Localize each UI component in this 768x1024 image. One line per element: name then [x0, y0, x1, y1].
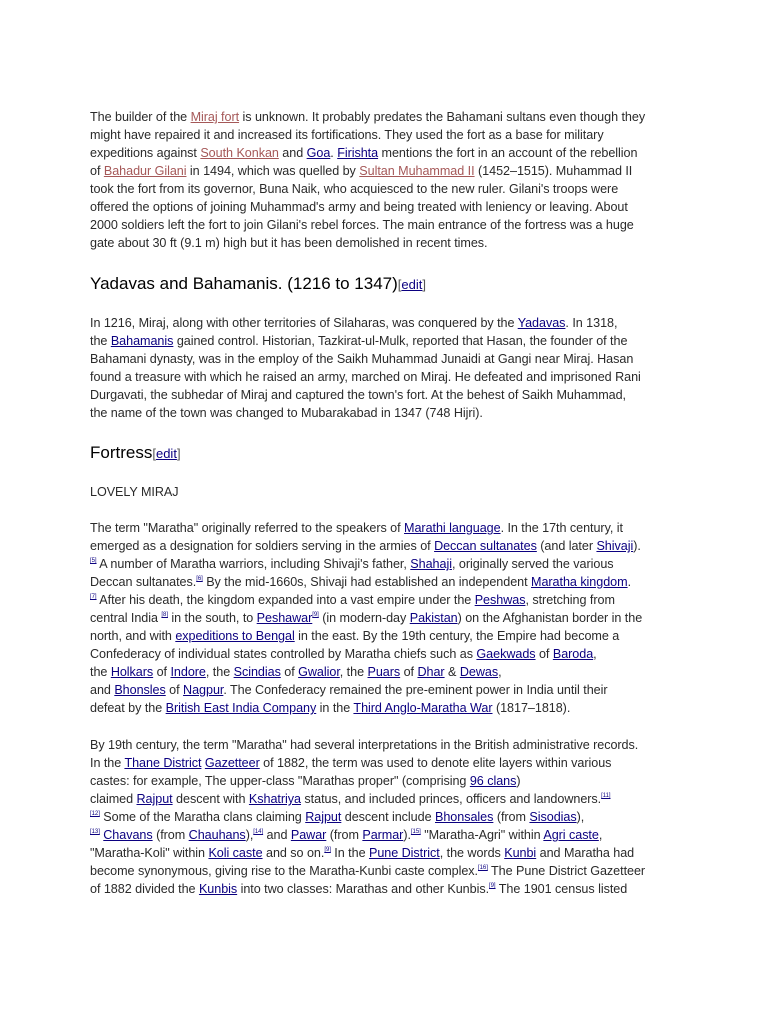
kshatriya-link[interactable]: Kshatriya: [248, 792, 301, 806]
text: , the: [339, 665, 368, 679]
dhar-link[interactable]: Dhar: [417, 665, 445, 679]
edit-section: [152, 446, 180, 461]
text-line: [90, 162, 680, 180]
thane-district-link[interactable]: Thane District: [124, 756, 202, 770]
text: castes: for example, The upper-class "Marathas proper" (comprising: [90, 774, 470, 788]
text: Deccan sultanates.: [90, 575, 197, 589]
citation-link[interactable]: [5]: [90, 558, 97, 564]
maratha-paragraph: [90, 519, 680, 717]
text: descent with: [172, 792, 249, 806]
bracket: [: [152, 446, 156, 461]
text: &: [444, 665, 460, 679]
text-line: took the fort from its governor, Buna Naik, who acquiesced to the new ruler. Gilani's troops were: [90, 182, 619, 196]
text-line: [90, 699, 680, 717]
text: , originally served the various: [451, 557, 614, 571]
text-line: [90, 314, 680, 332]
yadavas-paragraph: [90, 314, 680, 422]
peshawar-link[interactable]: Peshawar: [256, 611, 313, 625]
citation-link[interactable]: [15]: [410, 829, 421, 835]
text-line: the name of the town was changed to Mubarakabad in 1347 (748 Hijri).: [90, 406, 483, 420]
citation-link[interactable]: [7]: [90, 594, 97, 600]
text: ,: [598, 828, 603, 842]
citation-link[interactable]: [14]: [253, 829, 264, 835]
citation-link[interactable]: [11]: [601, 793, 611, 799]
text: in the south, to: [167, 611, 257, 625]
text-line: [90, 772, 680, 790]
miraj-fort-paragraph: [90, 108, 680, 252]
dewas-link[interactable]: Dewas: [459, 665, 499, 679]
text: .: [330, 146, 338, 160]
text: , stretching from: [525, 593, 615, 607]
south-konkan-link[interactable]: South Konkan: [200, 146, 279, 160]
text: of: [153, 665, 171, 679]
text-line: Durgavati, the subhedar of Miraj and captured the town's fort. At the behest of Saikh Muhammad,: [90, 388, 626, 402]
text: and: [278, 146, 307, 160]
text-line: Bahamani dynasty, was in the employ of the Saikh Muhammad Junaidi at Gangi near Miraj. Hasan: [90, 352, 634, 366]
text: ,: [593, 647, 597, 661]
text: The builder of the: [90, 110, 191, 124]
text-line: [90, 862, 680, 880]
marathi-language-link[interactable]: Marathi language: [404, 521, 501, 535]
text: (and later: [536, 539, 597, 553]
text: ,: [498, 665, 502, 679]
text-line: LOVELY MIRAJ: [90, 485, 179, 499]
text: (1452–1515). Muhammad II: [474, 164, 633, 178]
text: and Maratha had: [536, 846, 635, 860]
rajput-link[interactable]: Rajput: [305, 810, 342, 824]
heading-title: Yadavas and Bahamanis. (1216 to 1347): [90, 274, 398, 293]
citation-link[interactable]: [9]: [312, 612, 319, 618]
bahamanis-link[interactable]: Bahamanis: [110, 334, 174, 348]
chavans-link[interactable]: Chavans: [103, 828, 153, 842]
scindias-link[interactable]: Scindias: [233, 665, 281, 679]
sultan-muhammad-link[interactable]: Sultan Muhammad II: [359, 164, 475, 178]
text-line: [90, 537, 680, 555]
text-line: [90, 144, 680, 162]
text: The term "Maratha" originally referred to the speakers of: [90, 521, 405, 535]
text: (from: [152, 828, 189, 842]
bhonsales-link[interactable]: Bhonsales: [435, 810, 494, 824]
text: (1817–1818).: [492, 701, 571, 715]
text-line: found a treasure with which he raised an army, marched on Miraj. He defeated and imprisoned Rani: [90, 370, 641, 384]
text-line: [90, 108, 680, 126]
text-line: offered the options of joining Muhammad's army and being treated with leniency or leaving. About: [90, 200, 628, 214]
sisodias-link[interactable]: Sisodias: [529, 810, 577, 824]
shahaji-link[interactable]: Shahaji: [410, 557, 452, 571]
parmar-link[interactable]: Parmar: [362, 828, 404, 842]
bahadur-gilani-link[interactable]: Bahadur Gilani: [103, 164, 187, 178]
text: mentions the fort in an account of the rebellion: [378, 146, 638, 160]
section-heading-fortress: [90, 443, 181, 463]
text: In 1216, Miraj, along with other territories of Silaharas, was conquered by the: [90, 316, 518, 330]
text-line: [90, 844, 680, 862]
text: north, and with: [90, 629, 176, 643]
citation-link[interactable]: [13]: [90, 829, 100, 835]
text-line: [90, 681, 680, 699]
pakistan-link[interactable]: Pakistan: [409, 611, 458, 625]
goa-link[interactable]: Goa: [306, 146, 331, 160]
text-line: [90, 627, 680, 645]
96-clans-link[interactable]: 96 clans: [469, 774, 517, 788]
text: ),: [245, 828, 254, 842]
text: of: [400, 665, 418, 679]
text: of: [165, 683, 184, 697]
lovely-miraj-text: [90, 483, 680, 501]
text: , the words: [439, 846, 505, 860]
text: .: [627, 575, 632, 589]
edit-link[interactable]: edit: [401, 277, 423, 292]
bracket: [: [397, 277, 402, 292]
koli-caste-link[interactable]: Koli caste: [208, 846, 263, 860]
text-line: By 19th century, the term "Maratha" had several interpretations in the British administrative records.: [90, 738, 639, 752]
text-line: [90, 826, 680, 844]
bhonsles-link[interactable]: Bhonsles: [114, 683, 166, 697]
citation-link[interactable]: [9]: [489, 883, 496, 889]
text: The 1901 census listed: [495, 882, 628, 896]
text: In the: [90, 756, 125, 770]
holkars-link[interactable]: Holkars: [110, 665, 154, 679]
text: A number of Maratha warriors, including Shivaji's father,: [96, 557, 411, 571]
kunbi-link[interactable]: Kunbi: [504, 846, 537, 860]
text: into two classes: Marathas and other Kunbis.: [237, 882, 490, 896]
miraj-fort-link[interactable]: Miraj fort: [190, 110, 240, 124]
text: central India: [90, 611, 162, 625]
text-line: [90, 609, 680, 627]
text: of: [90, 164, 104, 178]
text-line: gate about 30 ft (9.1 m) high but it has been demolished in recent times.: [90, 236, 488, 250]
text: ).: [403, 828, 411, 842]
pune-district-link[interactable]: Pune District: [368, 846, 440, 860]
text-line: [90, 645, 680, 663]
heading-title: Fortress: [90, 443, 153, 462]
gwalior-link[interactable]: Gwalior: [298, 665, 340, 679]
text-line: [90, 332, 680, 350]
text: (in modern-day: [318, 611, 410, 625]
expeditions-to-bengal-link[interactable]: expeditions to Bengal: [175, 629, 295, 643]
british-east-india-company-link[interactable]: British East India Company: [165, 701, 317, 715]
text: "Maratha-Koli" within: [90, 846, 209, 860]
maratha-term-paragraph: [90, 736, 680, 898]
text: Some of the Maratha clans claiming: [99, 810, 306, 824]
text-line: [90, 555, 680, 573]
deccan-sultanates-link[interactable]: Deccan sultanates: [434, 539, 537, 553]
text-line: [90, 790, 680, 808]
text: in the east. By the 19th century, the Empire had become a: [294, 629, 620, 643]
text: ) on the Afghanistan border in the: [457, 611, 643, 625]
text: claimed: [90, 792, 137, 806]
text: , the: [205, 665, 234, 679]
text: ),: [576, 810, 585, 824]
firishta-link[interactable]: Firishta: [337, 146, 379, 160]
citation-link[interactable]: [9]: [324, 847, 331, 853]
text: By the mid-1660s, Shivaji had established an independent: [202, 575, 532, 589]
text: in 1494, which was quelled by: [186, 164, 360, 178]
nagpur-link[interactable]: Nagpur: [183, 683, 224, 697]
text: and: [263, 828, 291, 842]
citation-link[interactable]: [6]: [196, 576, 203, 582]
text: (from: [326, 828, 363, 842]
third-anglo-maratha-war-link[interactable]: Third Anglo-Maratha War: [353, 701, 493, 715]
yadavas-link[interactable]: Yadavas: [517, 316, 566, 330]
text: is unknown. It probably predates the Bahamani sultans even though they: [239, 110, 646, 124]
text-line: [90, 808, 680, 826]
puars-link[interactable]: Puars: [367, 665, 401, 679]
text-line: [90, 880, 680, 898]
section-heading-yadavas: [90, 274, 426, 294]
text: of 1882 divided the: [90, 882, 199, 896]
pawar-link[interactable]: Pawar: [290, 828, 327, 842]
text: of: [280, 665, 299, 679]
text-line: [90, 519, 680, 537]
edit-link[interactable]: edit: [155, 446, 177, 461]
text: . In 1318,: [565, 316, 618, 330]
text: gained control. Historian, Tazkirat-ul-Mulk, reported that Hasan, the founder of the: [173, 334, 628, 348]
text: (from: [493, 810, 530, 824]
text: of 1882, the term was used to denote elite layers within various: [259, 756, 612, 770]
text-line: [90, 663, 680, 681]
gazetteer-link[interactable]: Gazetteer: [204, 756, 260, 770]
indore-link[interactable]: Indore: [170, 665, 206, 679]
text: expeditions against: [90, 146, 201, 160]
text-line: might have repaired it and increased its fortifications. They used the fort as a base for military: [90, 128, 604, 142]
text: become synonymous, giving rise to the Maratha-Kunbi caste complex.: [90, 864, 478, 878]
shivaji-link[interactable]: Shivaji: [596, 539, 634, 553]
text: . In the 17th century, it: [500, 521, 623, 535]
text-line: 2000 soldiers left the fort to join Gilani's rebel forces. The main entrance of the fortress was a huge: [90, 218, 634, 232]
text: ): [516, 774, 521, 788]
text: emerged as a designation for soldiers serving in the armies of: [90, 539, 435, 553]
kunbis-link[interactable]: Kunbis: [198, 882, 238, 896]
text: After his death, the kingdom expanded into a vast empire under the: [96, 593, 475, 607]
gaekwads-link[interactable]: Gaekwads: [476, 647, 536, 661]
citation-link[interactable]: [12]: [90, 811, 100, 817]
text: . The Confederacy remained the pre-eminent power in India until their: [223, 683, 608, 697]
agri-caste-link[interactable]: Agri caste: [543, 828, 599, 842]
peshwas-link[interactable]: Peshwas: [474, 593, 526, 607]
edit-section: [398, 277, 426, 292]
text: defeat by the: [90, 701, 166, 715]
rajput-link[interactable]: Rajput: [136, 792, 173, 806]
text: status, and included princes, officers and landowners.: [300, 792, 602, 806]
text-line: [90, 573, 680, 591]
text: in the: [316, 701, 354, 715]
text: Confederacy of individual states controlled by Maratha chiefs such as: [90, 647, 477, 661]
maratha-kingdom-link[interactable]: Maratha kingdom: [531, 575, 628, 589]
text: ).: [633, 539, 641, 553]
bracket: ]: [176, 446, 181, 461]
text: the: [90, 334, 111, 348]
text: The Pune District Gazetteer: [487, 864, 646, 878]
chauhans-link[interactable]: Chauhans: [188, 828, 246, 842]
text: the: [90, 665, 111, 679]
text: and: [90, 683, 115, 697]
text: In the: [330, 846, 369, 860]
text: of: [535, 647, 553, 661]
text-line: [90, 754, 680, 772]
bracket: ]: [422, 277, 427, 292]
text: descent include: [341, 810, 435, 824]
text: and so on.: [262, 846, 325, 860]
citation-link[interactable]: [16]: [478, 865, 488, 871]
baroda-link[interactable]: Baroda: [552, 647, 594, 661]
text-line: [90, 591, 680, 609]
citation-link[interactable]: [8]: [161, 612, 168, 618]
text: "Maratha-Agri" within: [420, 828, 544, 842]
